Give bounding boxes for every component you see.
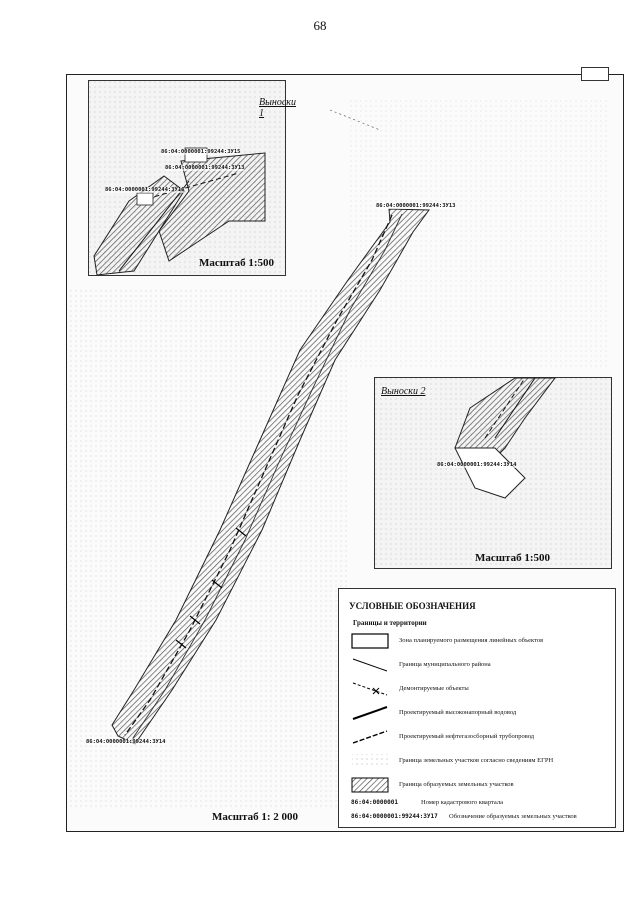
page-number: 68 xyxy=(313,18,327,33)
inset-1-title: Выноски 1 xyxy=(259,97,296,119)
inset-2-map xyxy=(375,378,611,568)
legend-text: Обозначение образуемых земельных участков xyxy=(449,813,577,820)
legend-item xyxy=(351,705,613,725)
legend-item xyxy=(351,753,613,773)
legend-title: УСЛОВНЫЕ ОБОЗНАЧЕНИЯ xyxy=(349,601,476,611)
inset-2-title: Выноски 2 xyxy=(381,386,426,397)
parcel-label: 86:04:0000001:99244:ЗУ14 xyxy=(437,462,517,468)
legend-code: 86:04:0000001 xyxy=(351,799,398,806)
main-scale: Масштаб 1: 2 000 xyxy=(212,811,299,823)
diagonal-line-icon xyxy=(351,657,389,673)
parcel-label: 86:04:0000001:99244:ЗУ16 xyxy=(105,187,185,193)
rectangle-outline-icon xyxy=(351,633,389,649)
inset-1-map xyxy=(89,81,285,275)
dashed-cross-line-icon xyxy=(351,681,389,697)
legend-subtitle: Границы и территории xyxy=(353,619,427,627)
legend-text: Демонтируемые объекты xyxy=(399,685,469,692)
legend-item xyxy=(351,633,613,653)
inset-1 xyxy=(88,80,296,276)
dotted-fill-icon xyxy=(351,753,389,769)
legend-code-item xyxy=(351,809,613,829)
inset-2-scale: Масштаб 1:500 xyxy=(475,552,551,564)
parcel-label-south: 86:04:0000001:99244:ЗУ14 xyxy=(86,739,166,745)
legend-text: Номер кадастрового квартала xyxy=(421,799,503,806)
legend-item xyxy=(351,681,613,701)
hatched-fill-icon xyxy=(351,777,389,793)
legend-text: Зона планируемого размещения линейных объектов xyxy=(399,637,544,644)
parcel-label: 86:04:0000001:99244:ЗУ13 xyxy=(165,165,245,171)
parcel-label: 86:04:0000001:99244:ЗУ15 xyxy=(161,149,241,155)
thick-diagonal-line-icon xyxy=(351,705,389,721)
legend-item xyxy=(351,657,613,677)
legend-item xyxy=(351,777,613,797)
legend-text: Граница образуемых земельных участков xyxy=(399,781,514,788)
legend-text: Проектируемый высоконапорный водовод xyxy=(399,709,517,716)
inset-2 xyxy=(374,377,612,569)
dashed-diagonal-line-icon xyxy=(351,729,389,745)
legend xyxy=(338,588,616,828)
legend-text: Проектируемый нефтегазосборный трубопровод xyxy=(399,733,535,740)
legend-item xyxy=(351,729,613,749)
legend-code: 86:04:0000001:99244:ЗУ17 xyxy=(351,813,438,820)
parcel-label-north: 86:04:0000001:99244:ЗУ13 xyxy=(376,203,456,209)
legend-text: Граница муниципального района xyxy=(399,661,491,668)
inset-1-scale: Масштаб 1:500 xyxy=(199,257,275,269)
legend-text: Граница земельных участков согласно сведениям ЕГРН xyxy=(399,757,554,764)
